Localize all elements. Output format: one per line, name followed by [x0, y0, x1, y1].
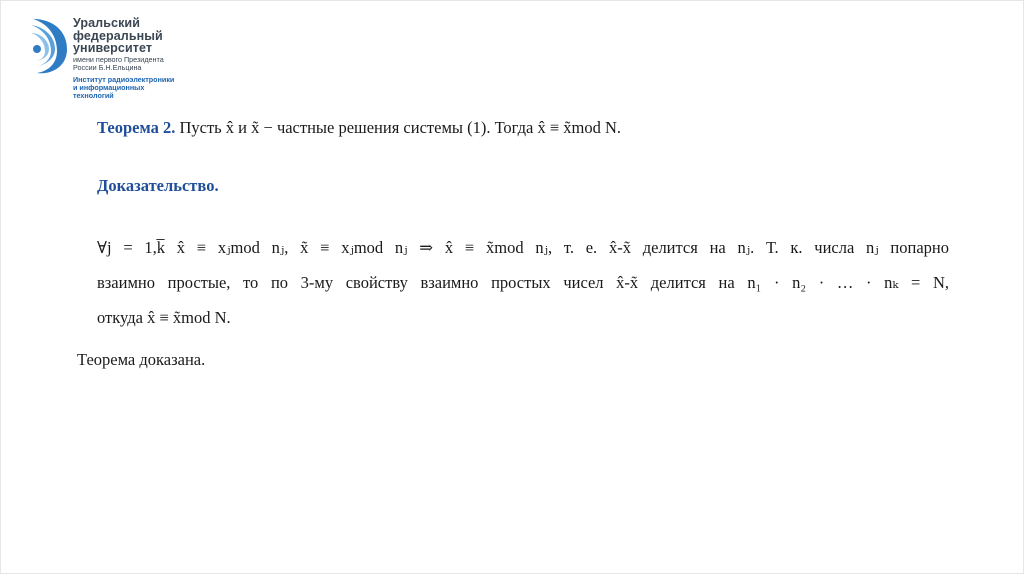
theorem-text: Пусть x̂ и x̃ − частные решения системы (1). Тогда x̂ ≡ x̃mod N.: [179, 118, 622, 137]
logo-line-2: федеральный: [73, 28, 163, 43]
theorem-statement: [97, 118, 621, 138]
proof-line-3: откуда x̂ ≡ x̃mod N.: [97, 308, 231, 327]
conclusion-text: Теорема доказана.: [77, 350, 206, 369]
proof-line-1: ∀j = 1,k̅ x̂ ≡ xⱼmod nⱼ, x̃ ≡ xⱼmod nⱼ ⇒ x̂ ≡ x̃mod nⱼ, т. е. x̂-x̃ делится на nⱼ. Т. к. числа nⱼ попарно: [97, 238, 949, 257]
logo-line-1: Уральский: [73, 16, 140, 30]
university-logo: [27, 13, 227, 113]
logo-sub-2: России Б.Н.Ельцина: [73, 63, 142, 72]
proof-line-2: взаимно простые, то по 3-му свойству взаимно простых чисел x̂-x̃ делится на n₁ · n₂ · … · nₖ = N,: [97, 273, 949, 292]
institute-line-3: технологий: [73, 90, 114, 100]
institute-line-1: Институт радиоэлектроники: [73, 74, 175, 84]
proof-body: [97, 230, 949, 335]
institute-line-2: и информационных: [73, 82, 145, 92]
logo-text: [73, 17, 174, 100]
logo-line-3: университет: [73, 41, 153, 55]
urfu-emblem-icon: [27, 13, 71, 79]
proof-title: Доказательство.: [97, 176, 219, 195]
theorem-label: Теорема 2.: [97, 118, 176, 137]
logo-sub-1: имени первого Президента: [73, 54, 164, 64]
